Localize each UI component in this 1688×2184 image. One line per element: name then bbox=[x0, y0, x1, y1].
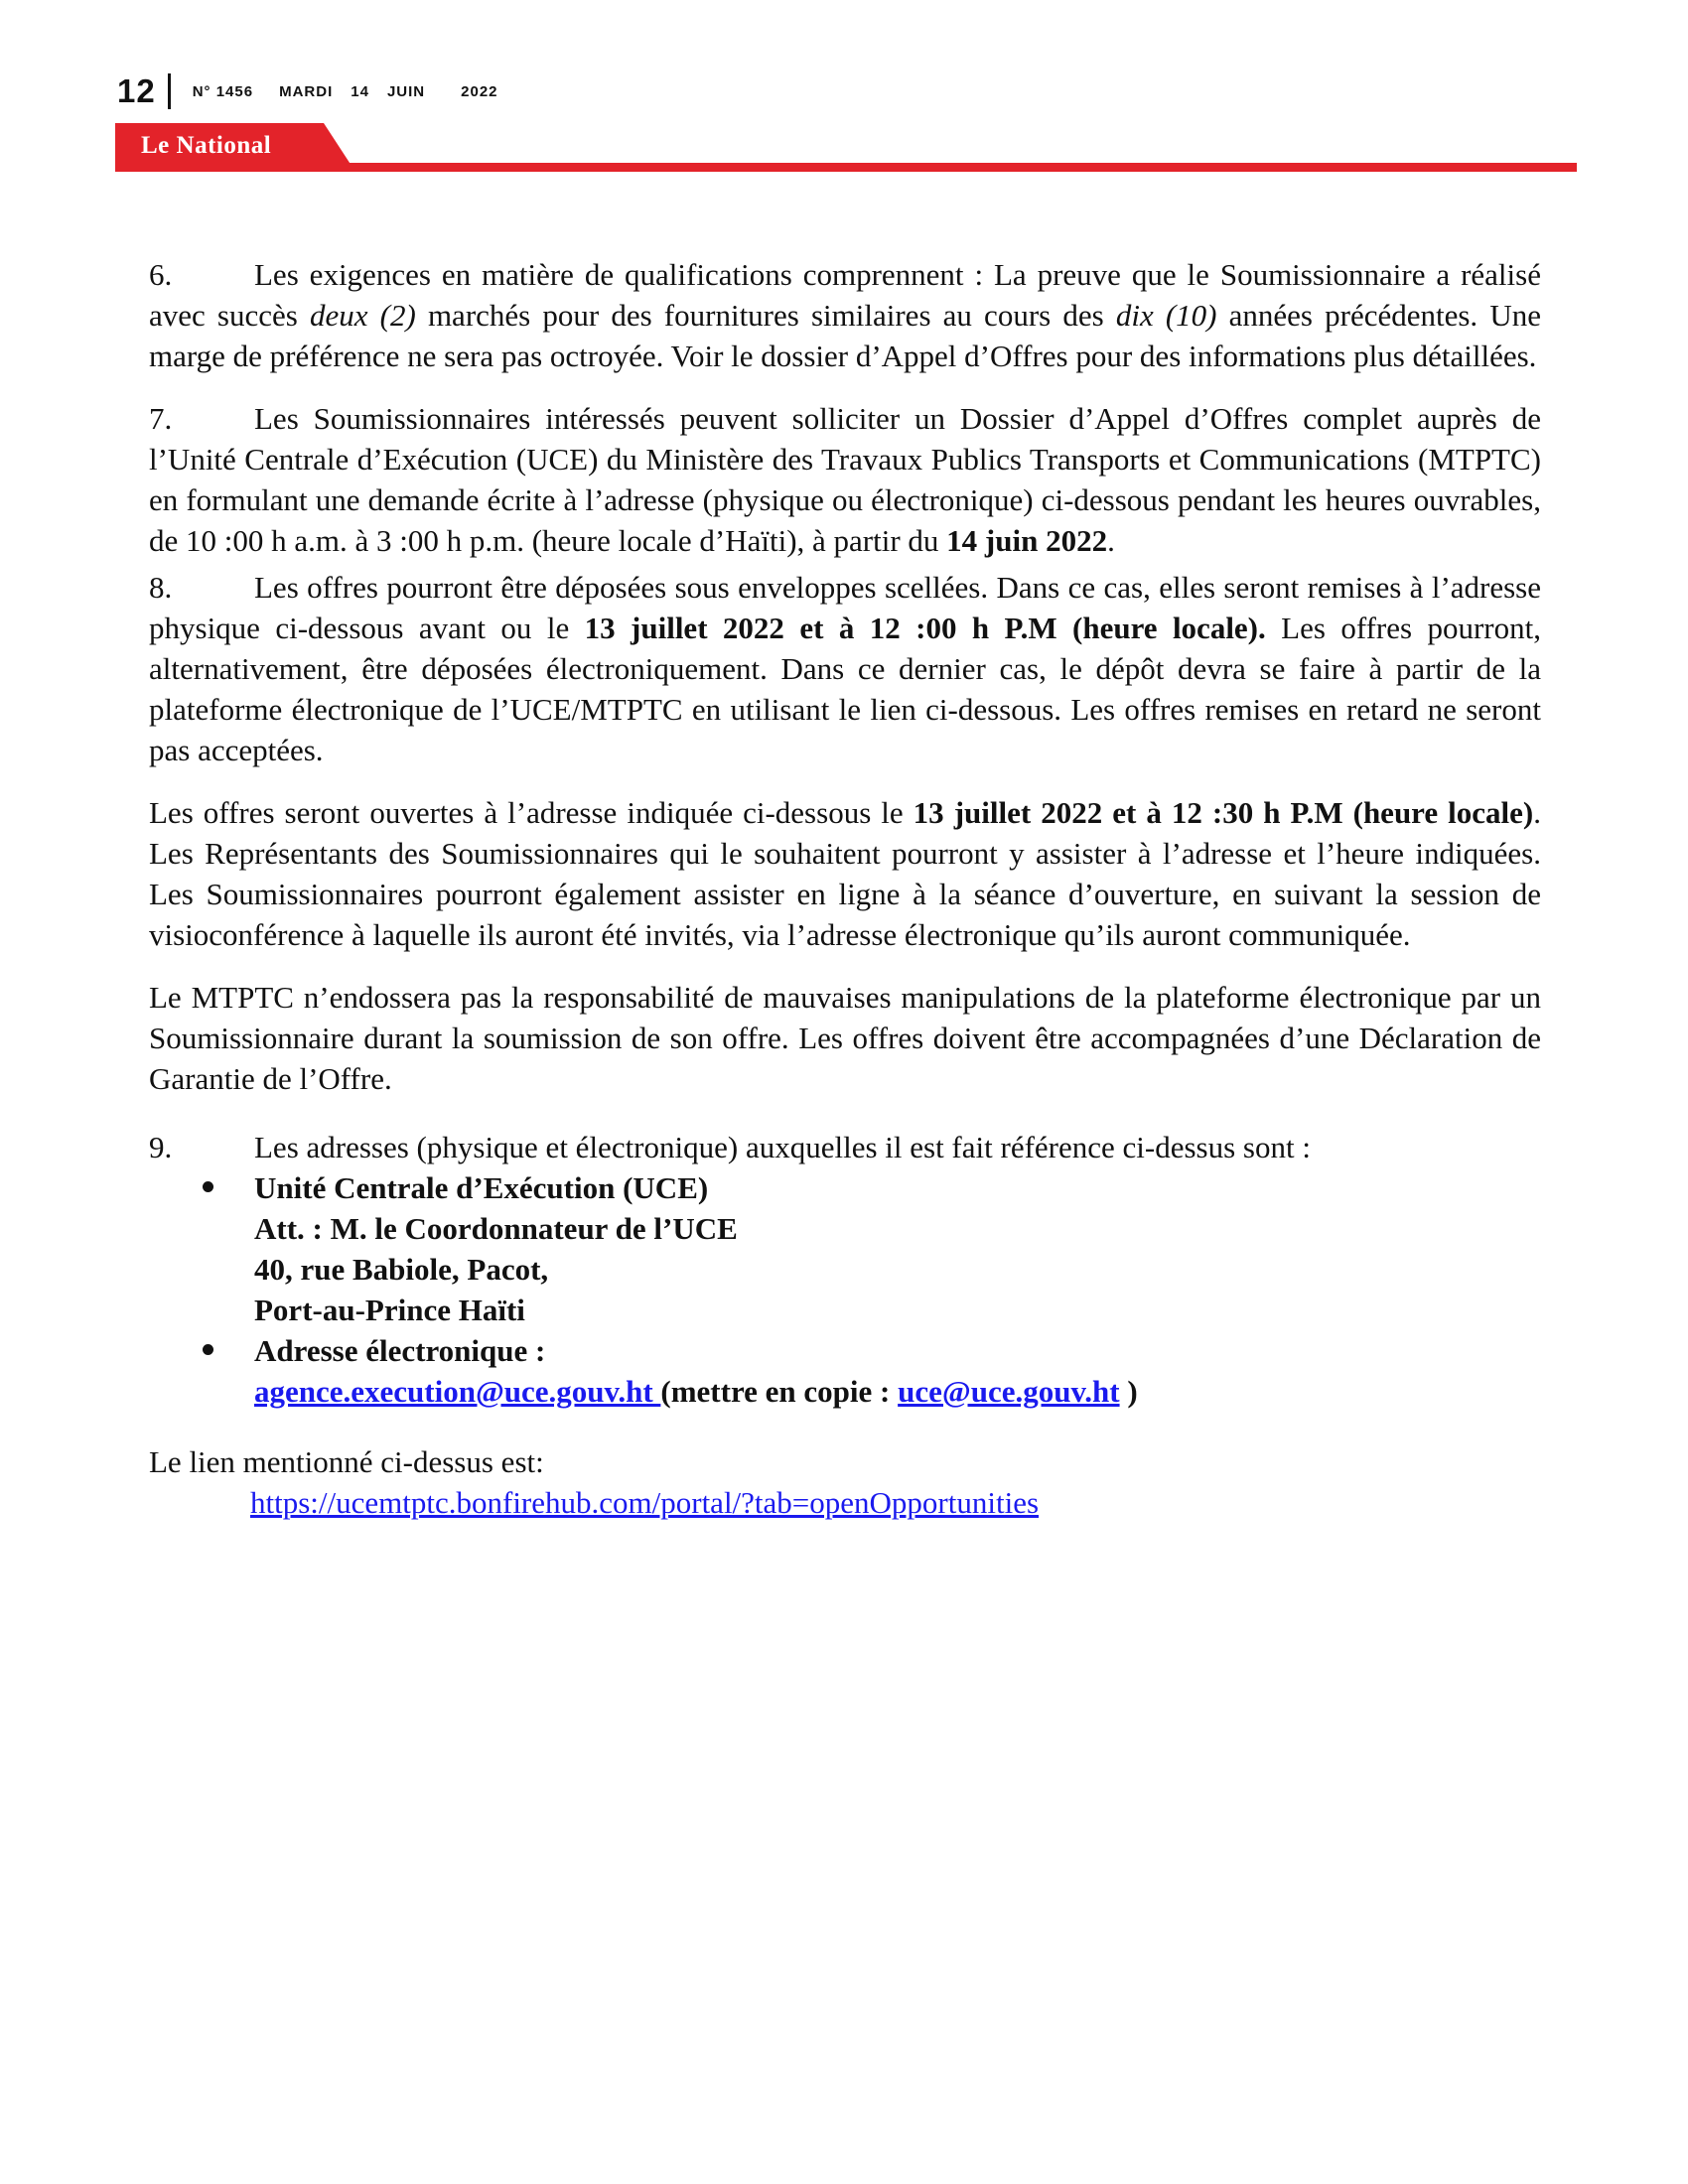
list-item-physical-address bbox=[149, 1167, 1541, 1330]
address-line: Unité Centrale d’Exécution (UCE) bbox=[254, 1170, 709, 1205]
bold-opening-time: 13 juillet 2022 et à 12 :30 h P.M (heure locale) bbox=[913, 795, 1534, 830]
bold-deadline: 13 juillet 2022 et à 12 :00 h P.M (heure locale). bbox=[584, 611, 1266, 645]
item-number: 9. bbox=[149, 1130, 173, 1164]
bullet-icon bbox=[203, 1344, 213, 1355]
bold-date: 14 juin 2022 bbox=[946, 523, 1108, 558]
brand-logo: Le National bbox=[141, 132, 272, 159]
paragraph-8: 8. Les offres pourront être déposées sous enveloppes scellées. Dans ce cas, elles seront remises à l’adresse physique ci-dessous avant ou le 13 juillet 2022 et à 12 :00 h P.M (heure locale). Les offres pourront, alternativement, être déposées électroniquement. Dans ce dernier cas, le dépôt devra se faire à partir de la plateforme électronique de l’UCE/MTPTC en utilisant le lien ci-dessous. Les offres remises en retard ne seront pas acceptées. bbox=[149, 567, 1541, 770]
item-number: 7. bbox=[149, 401, 173, 436]
emphasis: deux (2) bbox=[309, 298, 416, 333]
address-line: 40, rue Babiole, Pacot, bbox=[254, 1252, 549, 1287]
issue-day: 14 bbox=[351, 82, 369, 100]
header-rule bbox=[115, 163, 1577, 172]
header-divider bbox=[168, 73, 171, 109]
portal-link[interactable]: https://ucemtptc.bonfirehub.com/portal/?tab=openOpportunities bbox=[250, 1485, 1040, 1520]
link-line bbox=[149, 1482, 1541, 1523]
issue-info bbox=[193, 83, 498, 100]
issue-weekday: MARDI bbox=[279, 82, 334, 100]
paragraph-6: 6. Les exigences en matière de qualifications comprennent : La preuve que le Soumissionnaire a réalisé avec succès deux (2) marchés pour des fournitures similaires au cours des dix (10) années précédentes. Une marge de préférence ne sera pas octroyée. Voir le dossier d’Appel d’Offres pour des informations plus détaillées. bbox=[149, 254, 1541, 376]
address-list bbox=[149, 1167, 1541, 1412]
address-line: Port-au-Prince Haïti bbox=[254, 1293, 525, 1327]
issue-number: N° 1456 bbox=[192, 82, 254, 100]
page-number: 12 bbox=[117, 72, 156, 109]
bullet-icon bbox=[203, 1181, 213, 1192]
issue-month: JUIN bbox=[386, 82, 426, 100]
primary-email-link[interactable]: agence.execution@uce.gouv.ht bbox=[254, 1374, 661, 1409]
paragraph-opening: Les offres seront ouvertes à l’adresse indiquée ci-dessous le 13 juillet 2022 et à 12 :30 h P.M (heure locale). Les Représentants des Soumissionnaires qui le souhaitent pourront y assister à l’adresse et l’heure indiquées. Les Soumissionnaires pourront également assister en ligne à la séance d’ouverture, en suivant la session de visioconférence à laquelle ils auront été invités, via l’adresse électronique qu’ils auront communiquée. bbox=[149, 795, 1541, 952]
address-line: Att. : M. le Coordonnateur de l’UCE bbox=[254, 1211, 738, 1246]
paragraph-7: 7. Les Soumissionnaires intéressés peuvent solliciter un Dossier d’Appel d’Offres complet auprès de l’Unité Centrale d’Exécution (UCE) du Ministère des Travaux Publics Transports et Communications (MTPTC) en formulant une demande écrite à l’adresse (physique ou électronique) ci-dessous pendant les heures ouvrables, de 10 :00 h a.m. à 3 :00 h p.m. (heure locale d’Haïti), à partir du 14 juin 2022. bbox=[149, 398, 1541, 561]
email-line: agence.execution@uce.gouv.ht (mettre en copie : uce@uce.gouv.ht ) bbox=[254, 1374, 1138, 1409]
item-number: 6. bbox=[149, 257, 173, 292]
link-intro: Le lien mentionné ci-dessus est: bbox=[149, 1444, 544, 1479]
list-item-email-address bbox=[149, 1330, 1541, 1412]
page-header bbox=[117, 71, 498, 111]
issue-year: 2022 bbox=[461, 82, 498, 100]
copy-email-link[interactable]: uce@uce.gouv.ht bbox=[898, 1374, 1120, 1409]
document-body bbox=[149, 254, 1541, 1523]
item-number: 8. bbox=[149, 570, 173, 605]
emphasis: dix (10) bbox=[1115, 298, 1217, 333]
paragraph-9: 9. Les adresses (physique et électronique) auxquelles il est fait référence ci-dessus sont : bbox=[149, 1127, 1541, 1167]
email-label: Adresse électronique : bbox=[254, 1333, 546, 1368]
paragraph-responsibility: Le MTPTC n’endossera pas la responsabilité de mauvaises manipulations de la plateforme électronique par un Soumissionnaire durant la soumission de son offre. Les offres doivent être accompagnées d’une Déclaration de Garantie de l’Offre. bbox=[149, 980, 1541, 1096]
